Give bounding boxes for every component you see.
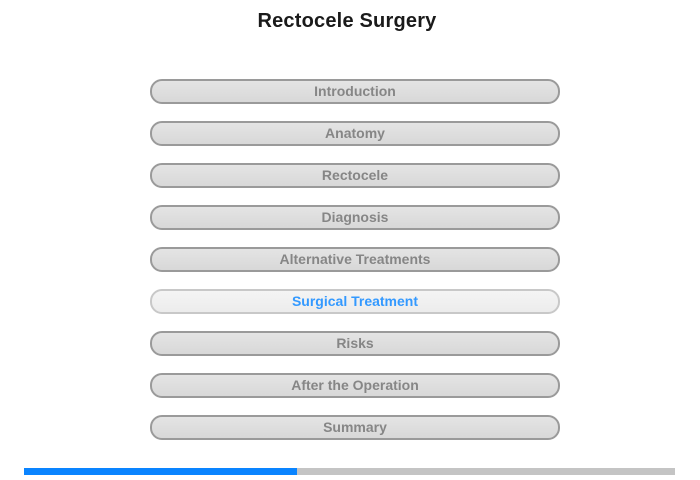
menu-item-summary[interactable]: Summary xyxy=(150,415,560,440)
menu xyxy=(150,79,560,457)
menu-item-anatomy[interactable]: Anatomy xyxy=(150,121,560,146)
menu-item-after-the-operation[interactable]: After the Operation xyxy=(150,373,560,398)
menu-item-surgical-treatment[interactable]: Surgical Treatment xyxy=(150,289,560,314)
menu-item-rectocele[interactable]: Rectocele xyxy=(150,163,560,188)
menu-item-risks[interactable]: Risks xyxy=(150,331,560,356)
progress-bar-track xyxy=(24,468,675,475)
menu-item-diagnosis[interactable]: Diagnosis xyxy=(150,205,560,230)
menu-item-alternative-treatments[interactable]: Alternative Treatments xyxy=(150,247,560,272)
page-title: Rectocele Surgery xyxy=(257,10,437,32)
progress-bar-fill xyxy=(24,468,297,475)
menu-item-introduction[interactable]: Introduction xyxy=(150,79,560,104)
